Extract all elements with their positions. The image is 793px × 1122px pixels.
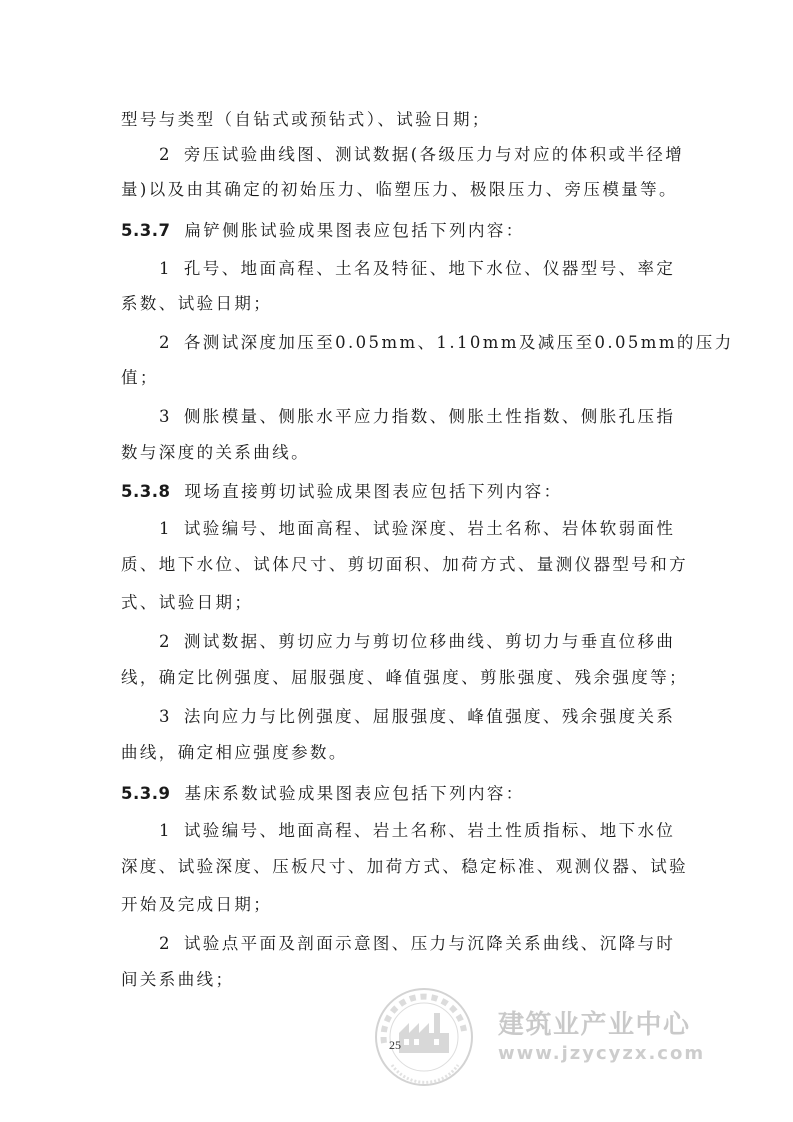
line-text: 开始及完成日期； (121, 895, 273, 914)
item-number: 2 (159, 333, 172, 352)
line-text: 侧胀模量、侧胀水平应力指数、侧胀土性指数、侧胀孔压指 (183, 407, 676, 426)
text-line (121, 553, 688, 577)
text-line (121, 741, 348, 765)
item-number: 2 (159, 632, 172, 651)
section-title: 扁铲侧胀试验成果图表应包括下列内容： (184, 221, 525, 240)
text-line (121, 366, 159, 390)
line-text: 型号与类型（自钻式或预钻式）、试验日期； (121, 110, 491, 129)
line-text: 测试数据、剪切应力与剪切位移曲线、剪切力与垂直位移曲 (183, 632, 676, 651)
line-text: 试验点平面及剖面示意图、压力与沉降关系曲线、沉降与时 (183, 934, 676, 953)
page-number: 25 (389, 1038, 401, 1052)
line-text: 试验编号、地面高程、岩土名称、岩土性质指标、地下水位 (183, 821, 676, 840)
item-number: 1 (159, 259, 172, 278)
line-text: 值； (121, 368, 159, 387)
line-text: 法向应力与比例强度、屈服强度、峰值强度、残余强度关系 (183, 707, 676, 726)
list-item (159, 630, 675, 654)
line-text: 孔号、地面高程、土名及特征、地下水位、仪器型号、率定 (183, 259, 676, 278)
line-text: 各测试深度加压至0.05mm、1.10mm及减压至0.05mm的压力 (183, 333, 734, 352)
line-text: 式、试验日期； (121, 593, 254, 612)
section-heading (121, 219, 525, 243)
section-heading (121, 782, 525, 806)
item-number: 3 (159, 407, 172, 426)
list-item (159, 819, 675, 843)
line-text: 曲线，确定相应强度参数。 (121, 743, 348, 762)
section-title: 现场直接剪切试验成果图表应包括下列内容： (184, 482, 563, 501)
line-text: 间关系曲线； (121, 970, 235, 989)
list-item (159, 405, 675, 429)
item-number: 1 (159, 519, 172, 538)
item-number: 2 (159, 145, 172, 164)
line-text: 质、地下水位、试体尺寸、剪切面积、加荷方式、量测仪器型号和方 (121, 555, 688, 574)
item-number: 3 (159, 707, 172, 726)
line-text: 系数、试验日期； (121, 294, 273, 313)
list-item (159, 517, 675, 541)
text-line (121, 108, 491, 132)
section-number: 5.3.9 (121, 784, 171, 803)
watermark-name: 建筑业产业中心 (498, 1010, 691, 1040)
watermark-url: www.jzycyzx.com (498, 1043, 706, 1064)
list-item (159, 705, 675, 729)
section-title: 基床系数试验成果图表应包括下列内容： (184, 784, 525, 803)
section-number: 5.3.7 (121, 221, 171, 240)
line-text: 试验编号、地面高程、试验深度、岩土名称、岩体软弱面性 (183, 519, 676, 538)
list-item (159, 143, 684, 167)
section-number: 5.3.8 (121, 482, 171, 501)
item-number: 2 (159, 934, 172, 953)
section-heading (121, 480, 562, 504)
line-text: 深度、试验深度、压板尺寸、加荷方式、稳定标准、观测仪器、试验 (121, 857, 688, 876)
line-text: 线，确定比例强度、屈服强度、峰值强度、剪胀强度、残余强度等； (121, 668, 688, 687)
text-line (121, 441, 310, 465)
text-line (121, 178, 678, 202)
item-number: 1 (159, 821, 172, 840)
text-line (121, 591, 253, 615)
list-item (159, 257, 675, 281)
text-line (121, 968, 234, 992)
watermark (372, 985, 722, 1065)
line-text: 数与深度的关系曲线。 (121, 443, 310, 462)
text-line (121, 666, 688, 690)
line-text: 旁压试验曲线图、测试数据(各级压力与对应的体积或半径增 (183, 145, 685, 164)
text-line (121, 855, 688, 879)
list-item (159, 331, 734, 355)
list-item (159, 932, 675, 956)
text-line (121, 893, 272, 917)
text-line (121, 292, 272, 316)
line-text: 量)以及由其确定的初始压力、临塑压力、极限压力、旁压模量等。 (121, 180, 678, 199)
